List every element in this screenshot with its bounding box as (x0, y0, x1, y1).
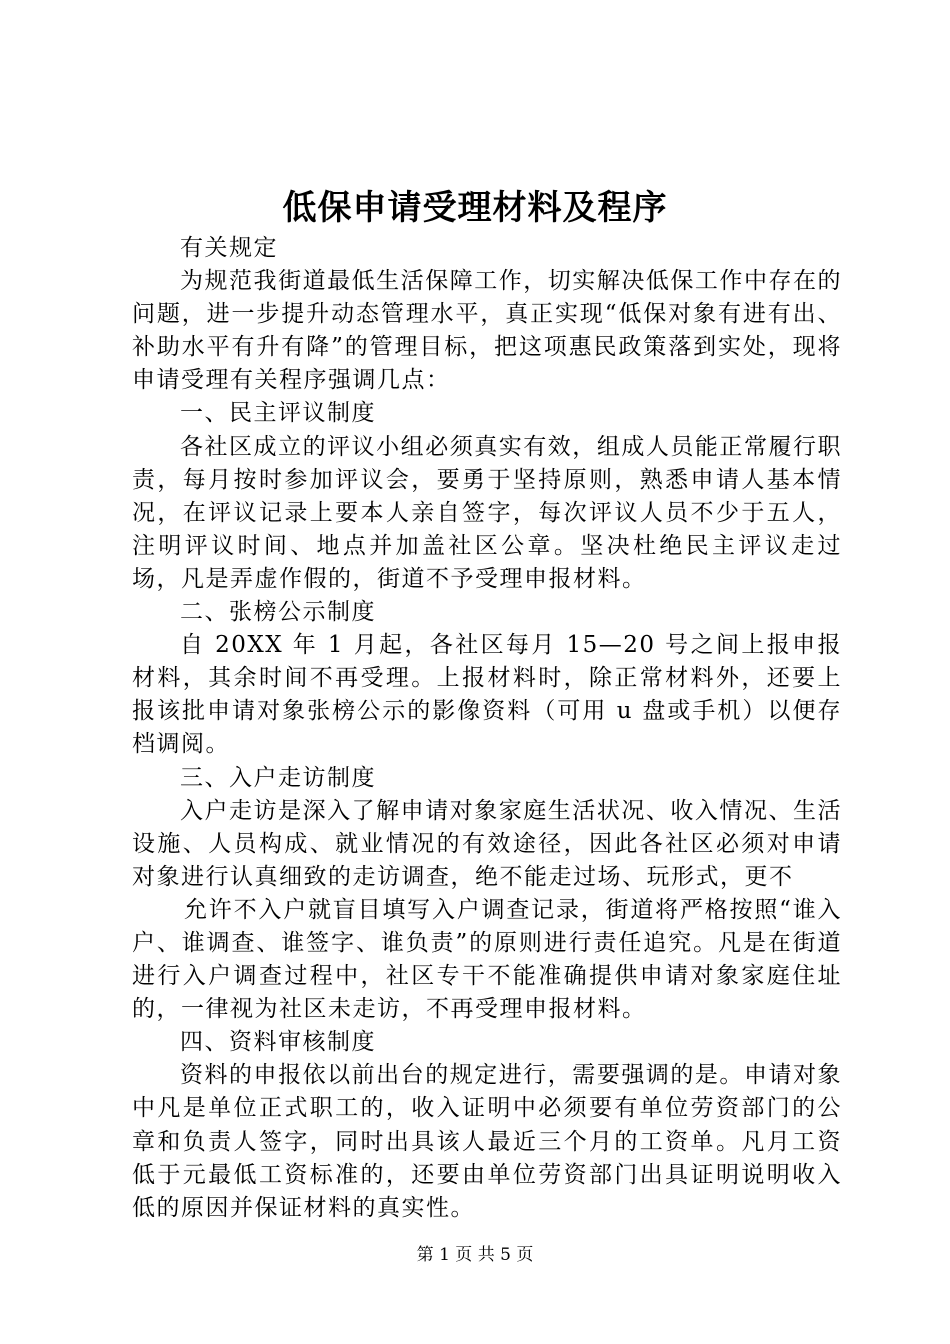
intro-paragraph: 为规范我街道最低生活保障工作，切实解决低保工作中存在的问题，进一步提升动态管理水平，真正实现“低保对象有进有出、补助水平有升有降”的管理目标，把这项惠民政策落到实处，现将申请受理有关程序强调几点： (132, 268, 842, 394)
subheading: 有关规定 (180, 235, 278, 261)
section-1-paragraph: 各社区成立的评议小组必须真实有效，组成人员能正常履行职责，每月按时参加评议会，要勇于坚持原则，熟悉申请人基本情况，在评议记录上要本人亲自签字，每次评议人员不少于五人，注明评议时间、地点并加盖社区公章。坚决杜绝民主评议走过场，凡是弄虚作假的，街道不予受理申报材料。 (132, 433, 842, 592)
section-4-paragraph: 资料的申报依以前出台的规定进行，需要强调的是。申请对象中凡是单位正式职工的，收入证明中必须要有单位劳资部门的公章和负责人签字，同时出具该人最近三个月的工资单。凡月工资低于元最低工资标准的，还要由单位劳资部门出具证明说明收入低的原因并保证材料的真实性。 (132, 1062, 842, 1221)
section-3-paragraph-2: 允许不入户就盲目填写入户调查记录，街道将严格按照“谁入户、谁调查、谁签字、谁负责”的原则进行责任追究。凡是在街道进行入户调查过程中，社区专干不能准确提供申请对象家庭住址的，一律视为社区未走访，不再受理申报材料。 (132, 896, 842, 1023)
page-number-footer: 第 1 页 共 5 页 (416, 1245, 534, 1265)
page-title: 低保申请受理材料及程序 (282, 188, 668, 228)
section-heading-3: 三、入户走访制度 (180, 764, 376, 791)
section-heading-1: 一、民主评议制度 (180, 400, 376, 427)
section-2-paragraph: 自 20XX 年 1 月起，各社区每月 15—20 号之间上报申报材料，其余时间不再受理。上报材料时，除正常材料外，还要上报该批申请对象张榜公示的影像资料（可用 u 盘或手机）以便存档调阅。 (132, 632, 842, 758)
section-3-paragraph-1: 入户走访是深入了解申请对象家庭生活状况、收入情况、生活设施、人员构成、就业情况的有效途径，因此各社区必须对申请对象进行认真细致的走访调查，绝不能走过场、玩形式，更不 (132, 797, 842, 890)
section-heading-2: 二、张榜公示制度 (180, 599, 376, 626)
document-body (132, 232, 842, 1225)
section-heading-4: 四、资料审核制度 (180, 1029, 376, 1056)
